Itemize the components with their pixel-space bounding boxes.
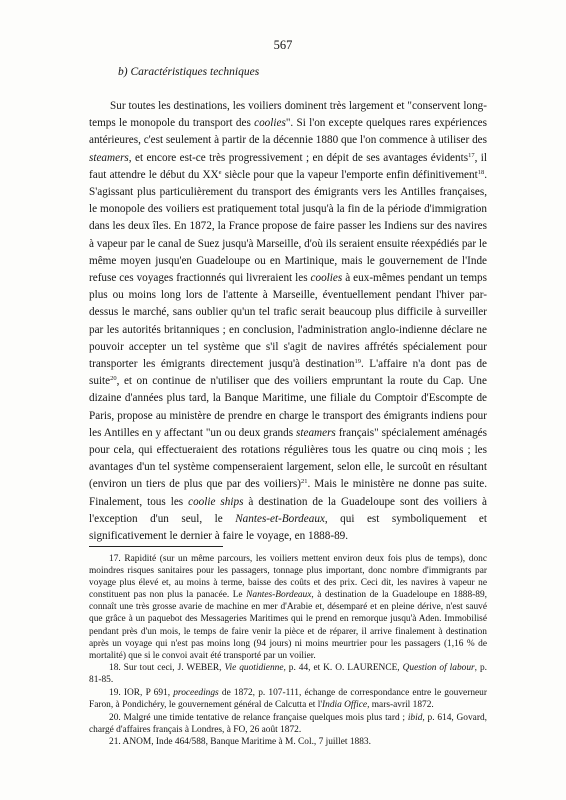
footnote-20: 20. Malgré une timide tentative de relance française quelques mois plus tard ; ibid, p. 614, Govard, chargé d'affaires français à Londres, à FO, 26 août 1872. [89,712,487,735]
footnote-17: 17. Rapidité (sur un même parcours, les voiliers mettent environ deux fois plus de temps), donc moindres risques sanitaires pour les passagers, tonnage plus important, donc nombre d'immigrants par voyage plus élevé et, au moins à terme, baisse des coûts et des prix. Ceci dit, les navires à vapeur ne constituent pas non plus la panacée. Le Nantes-Bordeaux, à destination de la Guadeloupe en 1888-89, connaît une très grosse avarie de machine en mer d'Arabie et, désemparé et en pleine dérive, n'est sauvé que grâce à un paquebot des Messageries Maritimes qui le prend en remorque jusqu'à Aden. Immobilisé pendant près d'un mois, le temps de faire venir la pièce et de réparer, il arrive finalement à destination après un voyage qui n'est pas moins long (94 jours) ni moins meurtrier pour les passagers (1,16 % de mortalité) que si le convoi avait été transporté par un voilier. [89,554,487,661]
footnote-18: 18. Sur tout ceci, J. WEBER, Vie quotidienne, p. 44, et K. O. LAURENCE, Question of labour, p. 81-85. [89,663,488,686]
footnote-ref-19: 19 [354,358,362,366]
footnotes [89,553,487,749]
footnote-ref-18: 18 [477,168,485,176]
footnote-divider [89,546,223,547]
footnote-ref-17: 17 [468,151,475,159]
section-heading: b) Caractéristiques techniques [118,66,260,78]
footnote-ref-20: 20 [110,375,117,383]
footnote-19: 19. IOR, P 691, proceedings de 1872, p. 107-111, échange de correspondance entre le gouverneur Faron, à Pondichéry, le gouvernement général de Calcutta et l'India Office, mars-avril 1872. [89,688,487,711]
main-text [89,98,487,545]
main-paragraph: Sur toutes les destinations, les voiliers dominent très largement et "conservent longtemps le monopole du transport des coolies". Si l'on excepte quelques rares expériences antérieures, c'est seulement à partir de la décennie 1880 que l'on commence à utiliser des steamers, et encore est-ce très progressivement ; en dépit de ses avantages évidents$^{17}$, il faut attendre le début du XXe siècle pour que la vapeur l'emporte enfin définitivement$^{18}$. S'agissant plus particulièrement du transport des émigrants vers les Antilles françaises, le monopole des voiliers est pratiquement total jusqu'à la fin de la période d'immigration dans les deux îles. En 1872, la France propose de faire passer les Indiens sur des navires à vapeur par le canal de Suez jusqu'à Marseille, d'où ils seraient ensuite réexpédiés par le même moyen jusqu'en Guadeloupe ou en Martinique, mais le gouvernement de l'Inde refuse ces voyages fractionnés qui livreraient les coolies à eux-mêmes pendant un temps plus ou moins long lors de l'attente à Marseille, éventuellement pendant l'hiver par-dessus le marché, sans oublier qu'un tel trafic serait beaucoup plus difficile à surveiller par les autorités britanniques ; en conclusion, l'administration anglo-indienne déclare ne pouvoir accepter un tel système que s'il s'agit de navires affrétés spécialement pour transporter les émigrants directement jusqu'à destination$^{19}$. L'affaire n'a dont pas de suite$^{20}$, et on continue de n'utiliser que des voiliers empruntant la route du Cap. Une dizaine d'années plus tard, la Banque Maritime, une filiale du Comptoir d'Escompte de Paris, propose au ministère de prendre en charge le transport des émigrants indiens pour les Antilles en y affectant "un ou deux grands steamers français" spécialement aménagés pour cela, qui effectueraient des rotations régulières tous les quatre ou cinq mois ; les avantages d'un tel système compenseraient largement, selon elle, le surcoût en résultant (environ un tiers de plus que par des voiliers)$^{21}$. Mais le ministère ne donne pas suite. Finalement, tous les coolie ships à destination de la Guadeloupe sont des voiliers à l'exception d'un seul, le Nantes-et-Bordeaux, qui est symboliquement et significativement le dernier à faire le voyage, en 1888-89. [89,100,487,543]
page-number: 567 [273,38,293,52]
footnote-21: 21. ANOM, Inde 464/588, Banque Maritime à M. Col., 7 juillet 1883. [109,737,371,748]
footnote-ref-21: 21 [301,478,308,486]
